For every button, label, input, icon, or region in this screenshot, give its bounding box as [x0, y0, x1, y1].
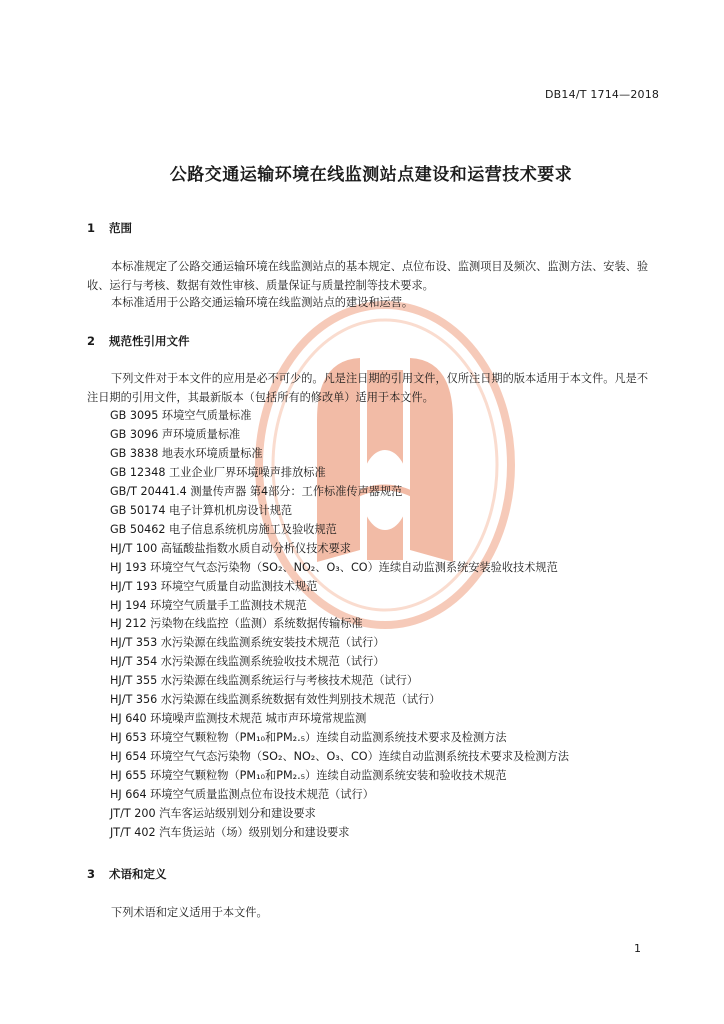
- section-number: 1: [87, 221, 96, 235]
- document-code: DB14/T 1714—2018: [545, 88, 660, 101]
- reference-item: HJ/T 356 水污染源在线监测系统数据有效性判别技术规范（试行）: [110, 693, 441, 707]
- document-title: 公路交通运输环境在线监测站点建设和运营技术要求: [169, 165, 573, 185]
- reference-item: GB 3095 环境空气质量标准: [110, 409, 252, 422]
- section-title: 术语和定义: [109, 867, 167, 881]
- reference-item: HJ/T 354 水污染源在线监测系统验收技术规范（试行）: [110, 655, 385, 669]
- reference-item: HJ 212 污染物在线监控（监测）系统数据传输标准: [110, 617, 363, 631]
- section-1-heading: [87, 220, 132, 236]
- scope-paragraph-1: 本标准规定了公路交通运输环境在线监测站点的基本规定、点位布设、监测项目及频次、监测方法、安装、验收、运行与考核、数据有效性审核、质量保证与质量控制等技术要求。: [87, 260, 649, 292]
- reference-item: HJ/T 353 水污染源在线监测系统安装技术规范（试行）: [110, 636, 385, 650]
- section-number: 2: [87, 334, 96, 348]
- reference-list: [110, 407, 569, 843]
- reference-item: HJ 653 环境空气颗粒物（PM₁₀和PM₂.₅）连续自动监测系统技术要求及检测方法: [110, 731, 507, 745]
- reference-item: GB 50174 电子计算机机房设计规范: [110, 503, 293, 517]
- section-title: 规范性引用文件: [109, 334, 190, 348]
- reference-item: HJ/T 193 环境空气质量自动监测技术规范: [110, 579, 318, 593]
- page-number: 1: [634, 942, 641, 955]
- scope-paragraph-2: 本标准适用于公路交通运输环境在线监测站点的建设和运营。: [111, 296, 414, 309]
- reference-item: GB 50462 电子信息系统机房施工及验收规范: [110, 522, 337, 536]
- reference-item: HJ 193 环境空气气态污染物（SO₂、NO₂、O₃、CO）连续自动监测系统安装验收技术规范: [110, 560, 558, 574]
- section-2-heading: [87, 333, 190, 349]
- reference-item: HJ 194 环境空气质量手工监测技术规范: [110, 598, 307, 612]
- reference-item: GB 3096 声环境质量标准: [110, 427, 241, 441]
- reference-item: GB 3838 地表水环境质量标准: [110, 446, 263, 460]
- references-intro: 下列文件对于本文件的应用是必不可少的。凡是注日期的引用文件，仅所注日期的版本适用于本文件。凡是不注日期的引用文件，其最新版本（包括所有的修改单）适用于本文件。: [87, 372, 649, 404]
- section-3-heading: [87, 866, 167, 882]
- reference-item: HJ 664 环境空气质量监测点位布设技术规范（试行）: [110, 788, 374, 802]
- reference-item: HJ 655 环境空气颗粒物（PM₁₀和PM₂.₅）连续自动监测系统安装和验收技术规范: [110, 769, 507, 783]
- section-title: 范围: [109, 221, 133, 235]
- reference-item: HJ 640 环境噪声监测技术规范 城市声环境常规监测: [110, 712, 367, 726]
- reference-item: HJ 654 环境空气气态污染物（SO₂、NO₂、O₃、CO）连续自动监测系统技术要求及检测方法: [110, 750, 569, 764]
- reference-item: GB/T 20441.4 测量传声器 第4部分：工作标准传声器规范: [110, 484, 403, 498]
- terms-paragraph: 下列术语和定义适用于本文件。: [111, 906, 268, 919]
- reference-item: JT/T 200 汽车客运站级别划分和建设要求: [110, 807, 316, 821]
- reference-item: GB 12348 工业企业厂界环境噪声排放标准: [110, 465, 326, 479]
- reference-item: HJ/T 100 高锰酸盐指数水质自动分析仪技术要求: [110, 541, 351, 555]
- reference-item: HJ/T 355 水污染源在线监测系统运行与考核技术规范（试行）: [110, 674, 419, 688]
- section-number: 3: [87, 867, 96, 881]
- reference-item: JT/T 402 汽车货运站（场）级别划分和建设要求: [110, 825, 350, 839]
